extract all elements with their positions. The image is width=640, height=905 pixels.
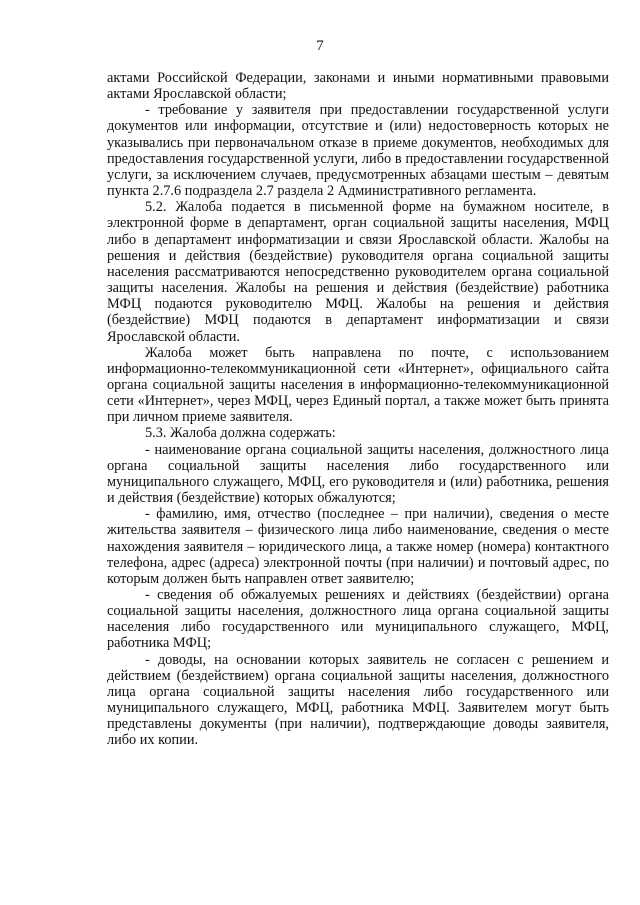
paragraph-item-arguments: - доводы, на основании которых заявитель не согласен с решением и действием (бездействием) органа социальной защиты населения, должностного лица органа социальной защиты населения либо государственного или муниципального служащего, МФЦ, работника МФЦ. Заявителем могут быть представлены документы (при наличии), подтверждающие доводы заявителя, либо их копии. bbox=[107, 651, 609, 749]
paragraph-5-3-complaint-contents: 5.3. Жалоба должна содержать: bbox=[145, 425, 336, 442]
paragraph-requirement-documents: - требование у заявителя при предоставлении государственной услуги документов или информации, отсутствие и (или) недостоверность которых не указывались при первоначальном отказе в приеме документов, необходимых для предоставления государственной услуги, либо в предоставлении государственной услуги, за исключением случаев, предусмотренных абзацами шестым – девятым пункта 2.7.6 подраздела 2.7 раздела 2 Административного регламента. bbox=[107, 102, 609, 200]
paragraph-item-organ-name: - наименование органа социальной защиты населения, должностного лица органа социальной защиты населения либо государственного или муниципального служащего, МФЦ, его руководителя и (или) работника, решения и действия (бездействие) которых обжалуются; bbox=[107, 441, 609, 507]
paragraph-item-appealed-decisions: - сведения об обжалуемых решениях и действиях (бездействии) органа социальной защиты населения, должностного лица органа социальной защиты населения либо государственного или муниципального служащего, МФЦ, работника МФЦ; bbox=[107, 587, 609, 652]
document-body bbox=[107, 70, 609, 749]
paragraph-continuation: актами Российской Федерации, законами и иными нормативными правовыми актами Ярославской области; bbox=[107, 70, 609, 103]
paragraph-5-2-complaint-filing: 5.2. Жалоба подается в письменной форме на бумажном носителе, в электронной форме в департамент, орган социальной защиты населения, МФЦ либо в департамент информатизации и связи Ярославской области. Жалобы на решения и действия (бездействие) руководителя органа социальной защиты населения рассматриваются непосредственно руководителем органа социальной защиты населения. Жалобы на решения и действия (бездействие) работника МФЦ подаются руководителю МФЦ. Жалобы на решения и действия (бездействие) МФЦ подаются в департамент информатизации и связи Ярославской области. bbox=[107, 199, 609, 345]
page-number: 7 bbox=[316, 38, 324, 54]
paragraph-item-applicant-details: - фамилию, имя, отчество (последнее – при наличии), сведения о месте жительства заявителя – физического лица либо наименование, сведения о месте нахождения заявителя – юридического лица, а также номер (номера) контактного телефона, адрес (адреса) электронной почты (при наличии) и почтовый адрес, по которым должен быть направлен ответ заявителю; bbox=[107, 506, 609, 587]
paragraph-complaint-channels: Жалоба может быть направлена по почте, с использованием информационно-телекоммуникационной сети «Интернет», официального сайта органа социальной защиты населения в информационно-телекоммуникационной сети «Интернет», через МФЦ, через Единый портал, а также может быть принята при личном приеме заявителя. bbox=[107, 344, 609, 426]
